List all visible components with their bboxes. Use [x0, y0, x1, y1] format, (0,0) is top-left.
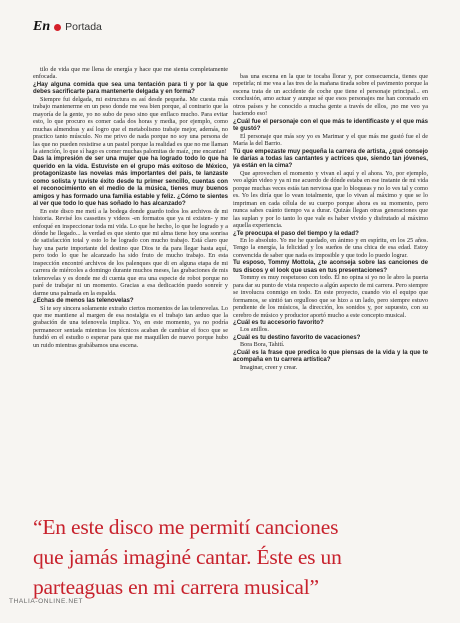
interview-question: ¿Cuál es la frase que predica lo que piensas de la vida y la que te acompaña en tu carrera artística?: [233, 348, 428, 364]
magazine-brand: En: [33, 19, 51, 34]
interview-question: ¿Hay alguna comida que sea una tentación para ti y por la que debes sacrificarte para mantenerte delgada y en forma?: [33, 80, 228, 96]
interview-question: Tú que empezaste muy pequeña la carrera de artista, ¿qué consejo le darías a todas las cantantes y actrices que, siendo tan jóvenes, ya están en la cima?: [233, 147, 428, 170]
pull-quote-line: “En este disco me permití canciones: [33, 515, 339, 539]
interview-question: ¿Cuál es tu accesorio favorito?: [233, 318, 324, 326]
section-label: Portada: [65, 21, 102, 33]
interview-answer: Bora Bora, Tahití.: [240, 341, 285, 349]
article-column-left: [33, 66, 228, 506]
interview-answer: Que aprovechen el momento y vivan el aquí y el ahora. Yo, por ejemplo, veo algún video y ya ni me acuerdo de dónde estaba en ese instante de mi vida porque muchas veces estás tan nerviosa que lo bloqueas y no lo ves tal y como es. Yo les diría que lo vean totalmente, que lo vivan al máximo y que se lo impriman en cada célula de su cuerpo porque ahora es su momento, pero nunca sabes cuánto tiempo va a durar. Quizás llegan otras generaciones que las suplan y por lo tanto lo que vale es haber vivido y disfrutado al máximo aquella experiencia.: [233, 169, 428, 230]
interview-answer: Tommy es muy respetuoso con todo. Él no opina si yo no le abro la puerta para dar su punto de vista respecto a algún aspecto de mi carrera. Pero siempre se involucra conmigo en todo. En este proyecto, cuando vio el equipo que formamos, se sintió tan orgulloso que se hizo a un lado, pero siempre estuvo pendiente de los músicos, la dirección, los sonidos y, por supuesto, con su cerebro de músico y productor aportó mucho a este concepto musical.: [233, 274, 428, 319]
interview-answer: Siempre fui delgada, mi estructura es así desde pequeña. Me cuesta más trabajo mantenerme en un peso donde me vea bien porque, al contrario que la mayoría de la gente, yo no subo de peso sino que enflaco mucho. Para evitar esto, lo que procuro es comer cada dos horas y media, por ejemplo, como muchas almendras y así logro que el metabolismo trabaje mejor, además, no practico tanto músculo. No me privo de nada porque no soy una persona de las que no pueden resistirse a un pastel porque la realidad es que no me llaman la atención, lo que sí hago es comer muchas palomitas de maíz, ¡me encantan!: [33, 95, 228, 155]
interview-answer: tilo de vida que me llena de energía y hace que me sienta completamente enfocada.: [33, 66, 228, 81]
interview-answer: bas una escena en la que te tocaba llorar y, por consecuencia, tienes que repetirla; ni me vea a las tres de la mañana tirada sobre el pavimento porque la escena trata de un accidente de coche que tiene el personaje principal... en conclusión, amo actuar y aunque sé que esos personajes me han coronado en otros países y he conocido a mucha gente a través de ellos, ¡no me veo ya haciendo eso!: [233, 73, 428, 118]
interview-answer: En este disco me metí a la bodega donde guardo todos los archivos de mi historia. Revisé los cassettes y videos -en formatos que ya ni existen- y me enfoqué en inspeccionar toda mi vida. Lo que he hecho, lo que he logrado y a dónde he llegado... la verdad es que siento que mi alma tiene hoy una sonrisa de satisfacción total y esto lo he logrado con mucho trabajo. Está claro que hay una parte importante del destino que Dios te da para llegar hasta aquí, pero todo lo que he alcanzado ha sido fruto de mucho trabajo. En esta inspección encontré archivos de los palenques que di en alguna etapa de mi carrera de miércoles a domingo durante muchos meses, las grabaciones de mis telenovelas y es donde me di cuenta que era una especie de robot porque no paré de trabajar ni un momento. Gracias a esa dedicación puedo sonreír y darme una palmada en la espalda.: [33, 207, 228, 297]
interview-question: ¿Echas de menos las telenovelas?: [33, 297, 134, 305]
interview-answer: Sí te soy sincera solamente extraño ciertos momentos de las telenovelas. Lo que me mantiene al margen de esa nostalgia es el trabajo tan arduo que la grabación de una telenovela implica. Yo, en este momento, ya no podría permanecer sentada mientras los técnicos acaban de cambiar el foco que se fundió en el estudio o esperar para que me maquillen de nuevo porque hubo un ruido mientras grabábamos una escena.: [33, 304, 228, 349]
section-dot-icon: [54, 24, 61, 31]
pull-quote-line: parteaguas en mi carrera musical”: [33, 575, 319, 599]
interview-answer: Imaginar, creer y crear.: [240, 363, 298, 371]
interview-question: ¿Cuál fue el personaje con el que más te identificaste y el que más te gustó?: [233, 117, 428, 133]
article-column-right: [233, 73, 428, 513]
interview-question: Das la impresión de ser una mujer que ha logrado todo lo que ha querido en la vida. Estuviste en el grupo más exitoso de México, protagonizaste las novelas más importantes del país, te lanzaste como solista y tuviste éxito desde tu primer sencillo, cuentas con el reconocimiento en el medio de la música, tienes muy buenos amigos y has formado una familia estable y feliz. ¿Cómo te sientes al ver que todo lo que has soñado lo has alcanzado?: [33, 155, 228, 208]
interview-question: ¿Cuál es tu destino favorito de vacaciones?: [233, 333, 361, 341]
interview-question: ¿Te preocupa el paso del tiempo y la edad?: [233, 229, 359, 237]
interview-answer: En lo absoluto. Yo me he quedado, en ánimo y en espíritu, en los 25 años. Tengo la energía, la felicidad y los sueños de una chica de esa edad. Estoy convencida de saber que nada es imposible y que todo lo puedo lograr.: [233, 236, 428, 259]
site-watermark: THALIA-ONLINE.NET: [9, 598, 84, 605]
interview-answer: El personaje que más soy yo es Marimar y el que más me gustó fue el de María la del Barrio.: [233, 132, 428, 148]
interview-answer: Los anillos.: [240, 326, 269, 334]
interview-question: Tu esposo, Tommy Mottola, ¿te aconseja sobre las canciones de tus discos y el look que usas en tus presentaciones?: [233, 259, 428, 274]
pull-quote-line: que jamás imaginé cantar. Éste es un: [33, 545, 342, 569]
page-header: [33, 18, 102, 36]
pull-quote: [33, 512, 443, 602]
